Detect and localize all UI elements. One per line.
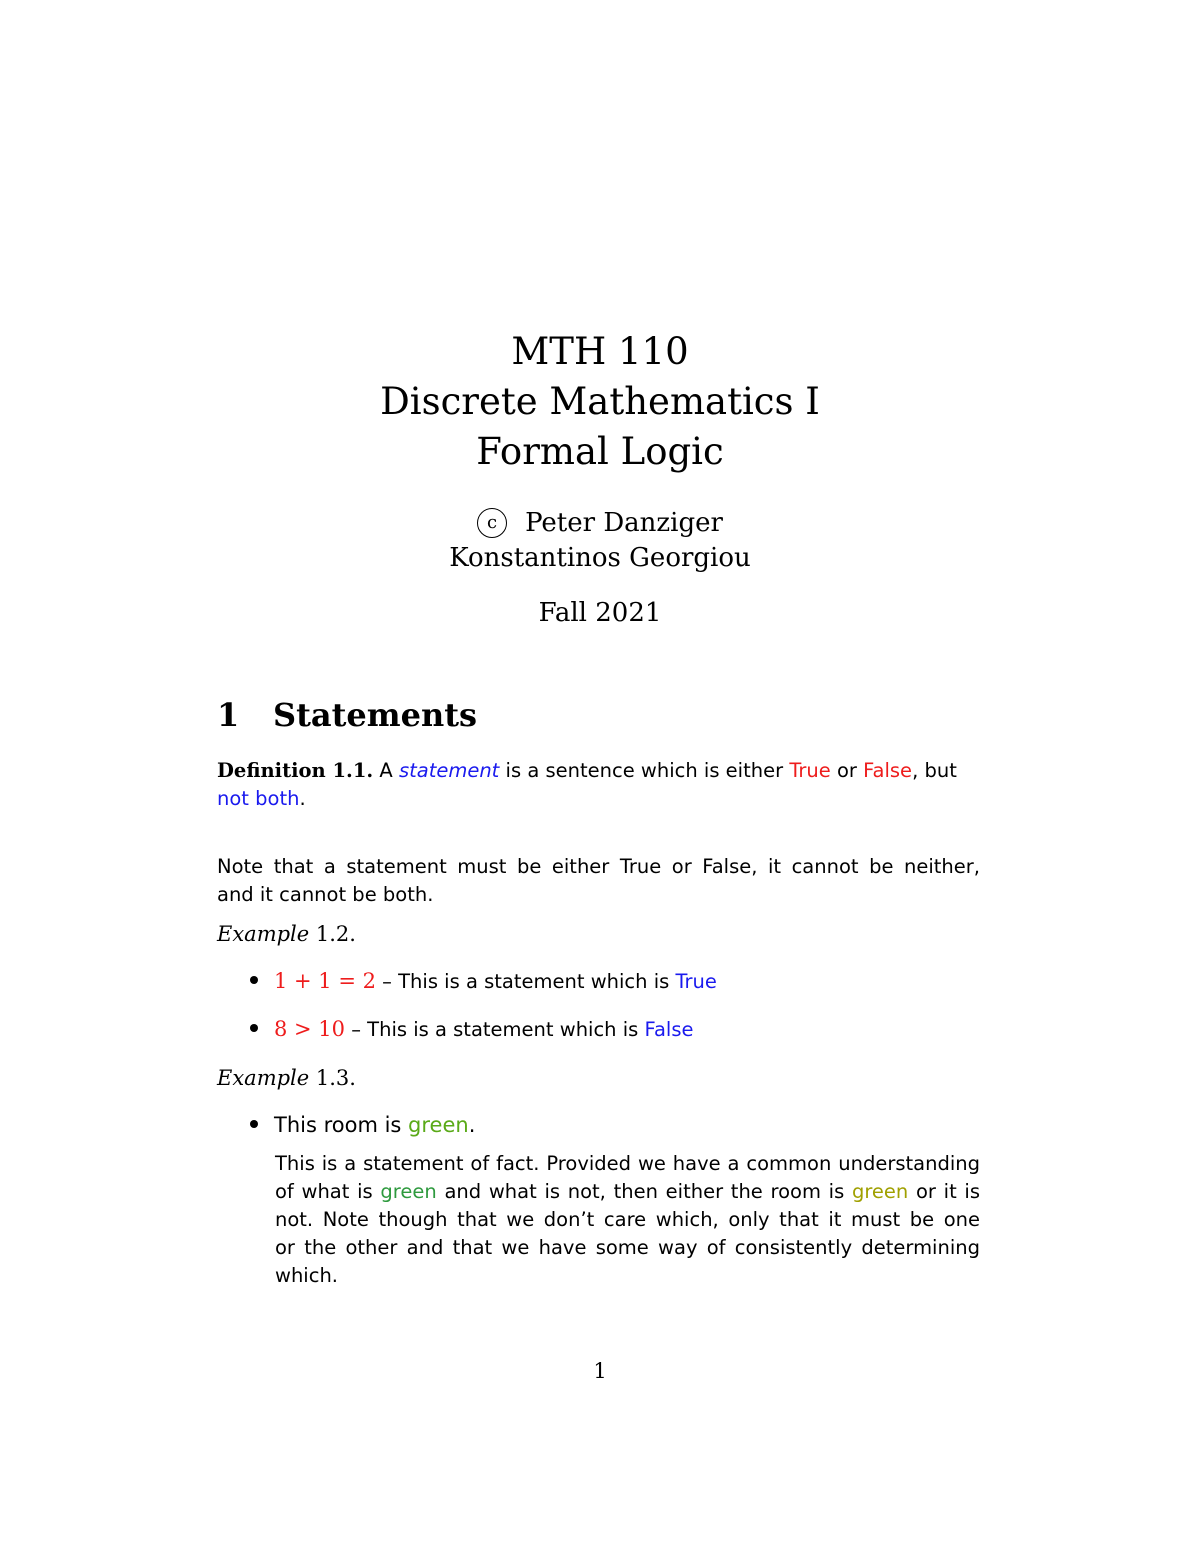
para-green-word: green bbox=[380, 1180, 437, 1203]
section-number: 1 bbox=[217, 696, 240, 734]
example-label: Example bbox=[217, 1066, 310, 1090]
item-text: – This is a statement which is bbox=[345, 1018, 645, 1041]
definition-text-c: or bbox=[836, 759, 857, 782]
example-1-3-paragraph bbox=[275, 1150, 980, 1290]
definition-term: statement bbox=[398, 759, 500, 782]
course-name: Discrete Mathematics I bbox=[380, 380, 820, 423]
para-green-word: green bbox=[851, 1180, 909, 1203]
example-label: Example bbox=[217, 922, 310, 946]
document-topic: Formal Logic bbox=[476, 430, 724, 473]
note-line-2: and it cannot be both. bbox=[217, 883, 434, 906]
para-text: and what is not, then either the room is bbox=[436, 1180, 852, 1203]
example-1-2-label bbox=[217, 920, 356, 948]
author-name-2: Konstantinos Georgiou bbox=[449, 543, 751, 573]
definition-text-b: is a sentence which is either bbox=[505, 759, 784, 782]
note-paragraph bbox=[217, 853, 980, 909]
bullet-icon bbox=[250, 1024, 258, 1032]
copyright-icon: c bbox=[477, 508, 507, 538]
definition-true: True bbox=[789, 759, 831, 782]
definition-not-both: not both bbox=[217, 787, 300, 810]
author-name-1: Peter Danziger bbox=[525, 508, 723, 538]
author-line-1 bbox=[0, 506, 1200, 540]
bullet-icon bbox=[250, 976, 258, 984]
item-text: – This is a statement which is bbox=[375, 970, 676, 993]
para-line-5: which. bbox=[275, 1264, 339, 1287]
para-line-1: This is a statement of fact. Provided we have a common understanding bbox=[275, 1152, 980, 1175]
term-date: Fall 2021 bbox=[538, 598, 662, 628]
item-color-word: green bbox=[408, 1113, 469, 1137]
para-line-2 bbox=[275, 1178, 980, 1206]
list-item bbox=[250, 1111, 475, 1139]
example-1-3-label bbox=[217, 1064, 356, 1092]
list-item bbox=[250, 1015, 693, 1044]
note-line-1: Note that a statement must be either True or False, it cannot be neither, bbox=[217, 855, 980, 878]
example-number: 1.3. bbox=[315, 1066, 356, 1090]
example-number: 1.2. bbox=[315, 922, 356, 946]
para-text: or it is bbox=[908, 1180, 980, 1203]
para-line-3: not. Note though that we don’t care which, only that it must be one bbox=[275, 1208, 980, 1231]
page-number: 1 bbox=[593, 1359, 607, 1383]
definition-text-e: . bbox=[299, 787, 306, 810]
list-item bbox=[250, 967, 717, 996]
item-value: False bbox=[644, 1018, 694, 1041]
item-text-post: . bbox=[468, 1113, 476, 1137]
definition-text-a: A bbox=[379, 759, 393, 782]
definition-text-d: , but bbox=[912, 759, 957, 782]
section-heading bbox=[217, 693, 477, 737]
bullet-icon bbox=[250, 1120, 258, 1128]
math-expression: 8 > 10 bbox=[274, 1017, 346, 1041]
definition-label: Definition 1.1. bbox=[217, 759, 374, 782]
para-line-4: or the other and that we have some way of consistently determining bbox=[275, 1236, 980, 1259]
definition-1-1 bbox=[217, 757, 980, 813]
math-expression: 1 + 1 = 2 bbox=[274, 969, 376, 993]
course-code: MTH 110 bbox=[511, 330, 689, 373]
item-text-pre: This room is bbox=[274, 1113, 409, 1137]
item-value: True bbox=[675, 970, 717, 993]
definition-false: False bbox=[863, 759, 913, 782]
para-text: of what is bbox=[275, 1180, 381, 1203]
section-title: Statements bbox=[273, 696, 478, 734]
